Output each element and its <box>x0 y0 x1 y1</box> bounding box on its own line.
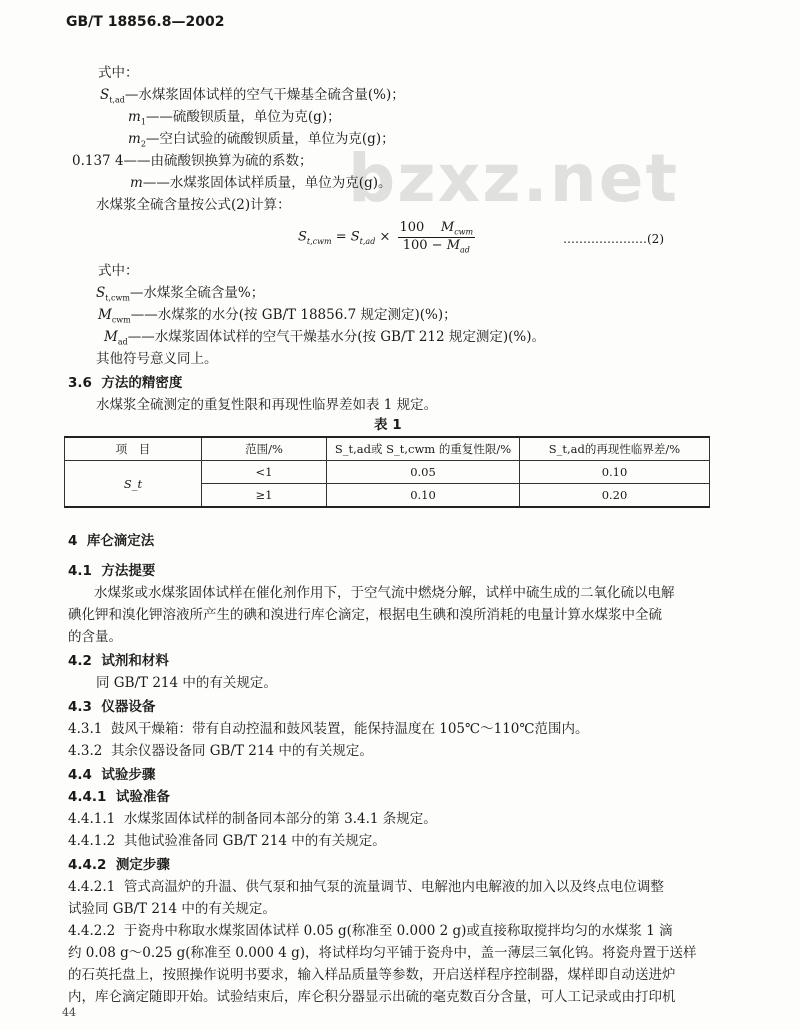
standard-code: GB/T 18856.8—2002 <box>66 14 225 30</box>
where-intro-2: 式中： <box>98 263 139 279</box>
precision-table <box>64 436 710 508</box>
col-header-repeatability: S_t,ad或 S_t,cwm 的重复性限/% <box>327 437 520 461</box>
def-m: m——水煤浆固体试样质量，单位为克(g)。 <box>130 175 392 191</box>
section-3-6-heading: 3.6 方法的精密度 <box>68 375 183 391</box>
section-4-4-2-1-line-1: 4.4.2.1 管式高温炉的升温、供气泵和抽气泵的流量调节、电解池内电解液的加入以及终点电位调整 <box>68 879 664 895</box>
table-cell-reprod: 0.20 <box>520 484 710 508</box>
section-4-4-heading: 4.4 试验步骤 <box>68 767 156 783</box>
other-symbols-note: 其他符号意义同上。 <box>96 351 218 367</box>
def-coefficient: 0.137 4——由硫酸钡换算为硫的系数； <box>72 153 313 169</box>
formula-intro: 水煤浆全硫含量按公式(2)计算： <box>96 197 291 213</box>
section-4-4-2-2-line-2: 约 0.08 g～0.25 g(称准至 0.000 4 g)，将试样均匀平铺于瓷舟中，盖一薄层三氧化钨。将瓷舟置于送样 <box>68 945 697 961</box>
def-s-t-ad: $S_{t,ad}—$水煤浆固体试样的空气干燥基全硫含量(%)； <box>100 87 405 105</box>
section-4-2-body: 同 GB/T 214 中的有关规定。 <box>96 675 277 691</box>
section-4-2-heading: 4.2 试剂和材料 <box>68 653 169 669</box>
section-4-1-heading: 4.1 方法提要 <box>68 563 156 579</box>
section-4-3-2: 4.3.2 其余仪器设备同 GB/T 214 中的有关规定。 <box>68 743 373 759</box>
section-4-1-line-3: 的含量。 <box>68 629 122 645</box>
table-cell-range: <1 <box>202 461 327 484</box>
def-m2: $m_2—$空白试验的硫酸钡质量，单位为克(g)； <box>128 131 395 149</box>
table-cell-repeat: 0.05 <box>327 461 520 484</box>
section-4-heading: 4 库仑滴定法 <box>68 533 155 549</box>
table-cell-reprod: 0.10 <box>520 461 710 484</box>
section-4-4-2-2-line-3: 的石英托盘上，按照操作说明书要求，输入样品质量等参数，开启送样程序控制器，煤样即自动送进炉 <box>68 967 676 983</box>
table-cell-item: S_t <box>65 461 202 508</box>
page-number: 44 <box>62 1006 76 1019</box>
section-4-3-heading: 4.3 仪器设备 <box>68 699 156 715</box>
section-4-1-line-2: 碘化钾和溴化钾溶液所产生的碘和溴进行库仑滴定，根据电生碘和溴所消耗的电量计算水煤浆中全硫 <box>68 607 662 623</box>
section-4-4-2-1-line-2: 试验同 GB/T 214 中的有关规定。 <box>68 901 276 917</box>
formula-2: $S_{t,cwm} = S_{t,ad}$ × $\frac{100 M_{cwm}}{100 - M_{ad}}$ <box>298 220 474 255</box>
def-m-ad: $M_{ad}——$水煤浆固体试样的空气干燥基水分(按 GB/T 212 规定测定)(%)。 <box>104 329 546 347</box>
section-4-4-2-2-line-1: 4.4.2.2 于瓷舟中称取水煤浆固体试样 0.05 g(称准至 0.000 2 g)或直接称取搅拌均匀的水煤浆 1 滴 <box>68 923 673 939</box>
section-4-4-2-heading: 4.4.2 测定步骤 <box>68 857 170 873</box>
section-3-6-body: 水煤浆全硫测定的重复性限和再现性临界差如表 1 规定。 <box>96 397 438 413</box>
def-s-t-cwm: $S_{t,cwm}—$水煤浆全硫含量%； <box>96 285 265 303</box>
section-4-4-2-2-line-4: 内，库仑滴定随即开始。试验结束后，库仑积分器显示出硫的毫克数百分含量，可人工记录或由打印机 <box>68 989 676 1005</box>
where-intro-1: 式中： <box>98 65 139 81</box>
table-cell-repeat: 0.10 <box>327 484 520 508</box>
section-4-4-1-2: 4.4.1.2 其他试验准备同 GB/T 214 中的有关规定。 <box>68 833 386 849</box>
col-header-item: 项 目 <box>65 437 202 461</box>
watermark: bzxz.net <box>348 140 680 217</box>
def-m-cwm: $M_{cwm}——$水煤浆的水分(按 GB/T 18856.7 规定测定)(%)； <box>98 307 457 325</box>
table-header-row <box>65 437 710 461</box>
section-4-3-1: 4.3.1 鼓风干燥箱：带有自动控温和鼓风装置，能保持温度在 105℃～110℃范围内。 <box>68 721 589 737</box>
section-4-4-1-1: 4.4.1.1 水煤浆固体试样的制备同本部分的第 3.4.1 条规定。 <box>68 811 437 827</box>
def-m1: $m_1——$硫酸钡质量，单位为克(g)； <box>128 109 341 127</box>
fraction: $\frac{100 M_{cwm}}{100 - M_{ad}}$ <box>399 220 474 255</box>
table-caption: 表 1 <box>374 417 402 433</box>
formula-number: …………………(2) <box>563 232 664 246</box>
table-cell-range: ≥1 <box>202 484 327 508</box>
section-4-1-line-1: 水煤浆或水煤浆固体试样在催化剂作用下，于空气流中燃烧分解，试样中硫生成的二氧化硫以电解 <box>94 585 675 601</box>
col-header-reproducibility: S_t,ad的再现性临界差/% <box>520 437 710 461</box>
col-header-range: 范围/% <box>202 437 327 461</box>
table-row <box>65 461 710 484</box>
section-4-4-1-heading: 4.4.1 试验准备 <box>68 789 170 805</box>
